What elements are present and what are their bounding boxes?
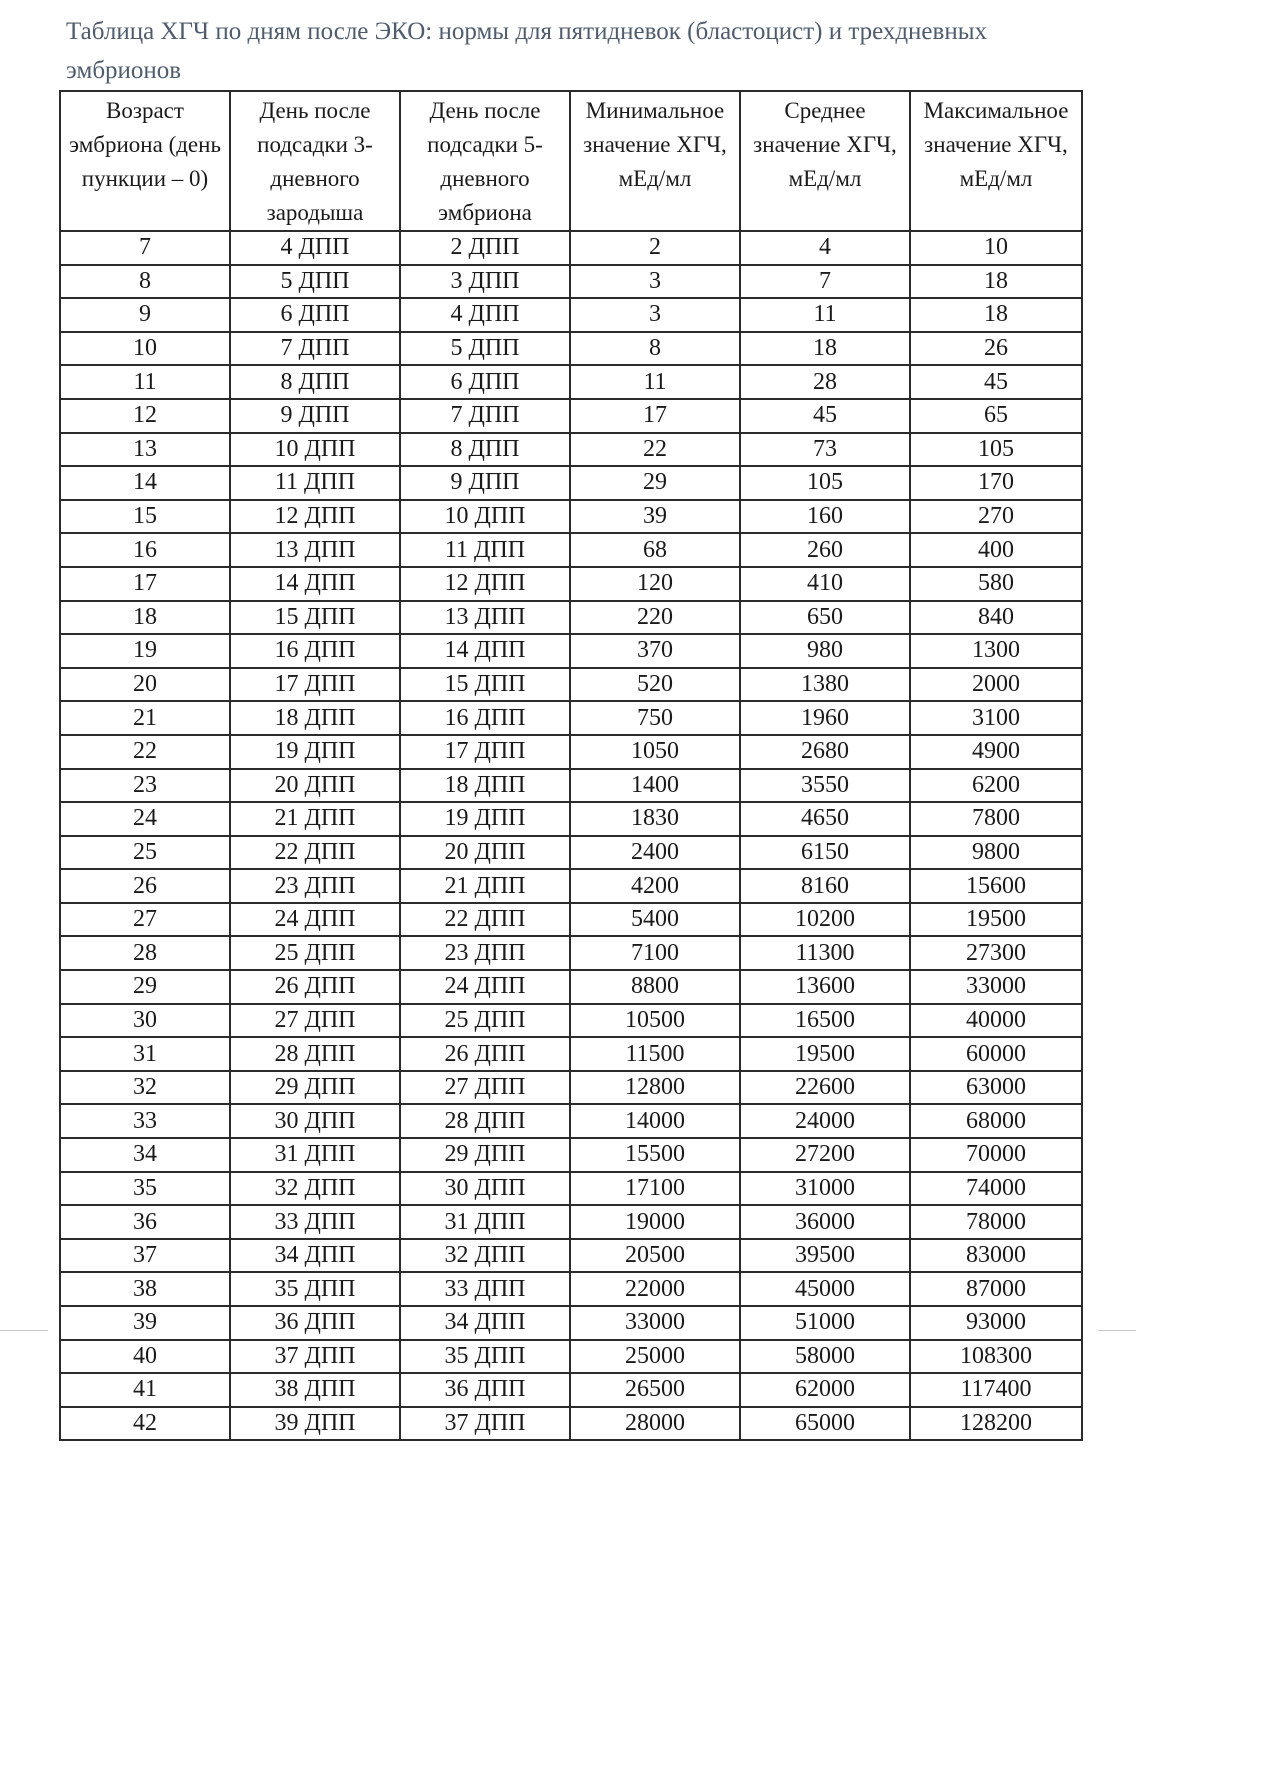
dpt-3day-cell: 9 ДПП [230,399,400,433]
max-hcg-cell: 840 [910,601,1082,635]
max-hcg-cell: 4900 [910,735,1082,769]
table-row [60,500,1082,534]
header-mean-hcg: Среднее значение ХГЧ, мЕд/мл [740,91,910,231]
mean-hcg-cell: 45 [740,399,910,433]
table-row [60,365,1082,399]
dpt-3day-cell: 12 ДПП [230,500,400,534]
embryo-age-cell: 38 [60,1272,230,1306]
dpt-5day-cell: 33 ДПП [400,1272,570,1306]
min-hcg-cell: 22 [570,433,740,467]
document-title: Таблица ХГЧ по дням после ЭКО: нормы для пятидневок (бластоцист) и трехдневных эмбрионов [66,18,988,84]
dpt-5day-cell: 3 ДПП [400,265,570,299]
dpt-3day-cell: 18 ДПП [230,701,400,735]
mean-hcg-cell: 36000 [740,1205,910,1239]
embryo-age-cell: 19 [60,634,230,668]
mean-hcg-cell: 51000 [740,1306,910,1340]
min-hcg-cell: 20500 [570,1239,740,1273]
mean-hcg-cell: 4650 [740,802,910,836]
embryo-age-cell: 10 [60,332,230,366]
embryo-age-cell: 25 [60,836,230,870]
dpt-3day-cell: 37 ДПП [230,1340,400,1374]
dpt-5day-cell: 32 ДПП [400,1239,570,1273]
embryo-age-cell: 9 [60,298,230,332]
dpt-3day-cell: 16 ДПП [230,634,400,668]
embryo-age-cell: 11 [60,365,230,399]
max-hcg-cell: 2000 [910,668,1082,702]
mean-hcg-cell: 27200 [740,1138,910,1172]
embryo-age-cell: 33 [60,1104,230,1138]
embryo-age-cell: 17 [60,567,230,601]
min-hcg-cell: 11500 [570,1037,740,1071]
dpt-5day-cell: 24 ДПП [400,970,570,1004]
embryo-age-cell: 41 [60,1373,230,1407]
mean-hcg-cell: 58000 [740,1340,910,1374]
max-hcg-cell: 74000 [910,1172,1082,1206]
min-hcg-cell: 750 [570,701,740,735]
table-row [60,936,1082,970]
embryo-age-cell: 13 [60,433,230,467]
min-hcg-cell: 12800 [570,1071,740,1105]
table-row [60,1037,1082,1071]
min-hcg-cell: 28000 [570,1407,740,1441]
min-hcg-cell: 10500 [570,1004,740,1038]
embryo-age-cell: 22 [60,735,230,769]
dpt-5day-cell: 5 ДПП [400,332,570,366]
embryo-age-cell: 37 [60,1239,230,1273]
max-hcg-cell: 15600 [910,869,1082,903]
table-row [60,1205,1082,1239]
embryo-age-cell: 15 [60,500,230,534]
embryo-age-cell: 29 [60,970,230,1004]
embryo-age-cell: 16 [60,533,230,567]
header-embryo-age: Возраст эмбриона (день пункции – 0) [60,91,230,231]
mean-hcg-cell: 7 [740,265,910,299]
mean-hcg-cell: 410 [740,567,910,601]
table-row [60,1071,1082,1105]
min-hcg-cell: 15500 [570,1138,740,1172]
max-hcg-cell: 83000 [910,1239,1082,1273]
max-hcg-cell: 33000 [910,970,1082,1004]
dpt-3day-cell: 34 ДПП [230,1239,400,1273]
dpt-5day-cell: 15 ДПП [400,668,570,702]
mean-hcg-cell: 1960 [740,701,910,735]
min-hcg-cell: 1830 [570,802,740,836]
dpt-3day-cell: 14 ДПП [230,567,400,601]
mean-hcg-cell: 31000 [740,1172,910,1206]
table-row [60,1239,1082,1273]
table-row [60,1272,1082,1306]
max-hcg-cell: 10 [910,231,1082,265]
embryo-age-cell: 40 [60,1340,230,1374]
dpt-3day-cell: 27 ДПП [230,1004,400,1038]
table-row [60,1138,1082,1172]
max-hcg-cell: 117400 [910,1373,1082,1407]
max-hcg-cell: 9800 [910,836,1082,870]
mean-hcg-cell: 8160 [740,869,910,903]
dpt-3day-cell: 30 ДПП [230,1104,400,1138]
min-hcg-cell: 39 [570,500,740,534]
mean-hcg-cell: 11 [740,298,910,332]
mean-hcg-cell: 105 [740,466,910,500]
table-row [60,802,1082,836]
mean-hcg-cell: 16500 [740,1004,910,1038]
dpt-3day-cell: 24 ДПП [230,903,400,937]
dpt-5day-cell: 9 ДПП [400,466,570,500]
mean-hcg-cell: 22600 [740,1071,910,1105]
dpt-3day-cell: 32 ДПП [230,1172,400,1206]
embryo-age-cell: 8 [60,265,230,299]
max-hcg-cell: 270 [910,500,1082,534]
max-hcg-cell: 68000 [910,1104,1082,1138]
min-hcg-cell: 520 [570,668,740,702]
embryo-age-cell: 28 [60,936,230,970]
dpt-3day-cell: 26 ДПП [230,970,400,1004]
table-row [60,567,1082,601]
dpt-3day-cell: 5 ДПП [230,265,400,299]
dpt-3day-cell: 29 ДПП [230,1071,400,1105]
table-row [60,1172,1082,1206]
mean-hcg-cell: 18 [740,332,910,366]
dpt-3day-cell: 23 ДПП [230,869,400,903]
mean-hcg-cell: 650 [740,601,910,635]
mean-hcg-cell: 11300 [740,936,910,970]
dpt-5day-cell: 8 ДПП [400,433,570,467]
table-row [60,231,1082,265]
mean-hcg-cell: 65000 [740,1407,910,1441]
divider-right [1098,1330,1136,1331]
mean-hcg-cell: 24000 [740,1104,910,1138]
table-row [60,1407,1082,1441]
mean-hcg-cell: 10200 [740,903,910,937]
divider-left [0,1330,48,1331]
mean-hcg-cell: 4 [740,231,910,265]
dpt-3day-cell: 11 ДПП [230,466,400,500]
dpt-5day-cell: 35 ДПП [400,1340,570,1374]
dpt-5day-cell: 23 ДПП [400,936,570,970]
min-hcg-cell: 8800 [570,970,740,1004]
max-hcg-cell: 93000 [910,1306,1082,1340]
dpt-3day-cell: 39 ДПП [230,1407,400,1441]
max-hcg-cell: 26 [910,332,1082,366]
max-hcg-cell: 128200 [910,1407,1082,1441]
embryo-age-cell: 26 [60,869,230,903]
min-hcg-cell: 1050 [570,735,740,769]
embryo-age-cell: 7 [60,231,230,265]
dpt-5day-cell: 10 ДПП [400,500,570,534]
min-hcg-cell: 2 [570,231,740,265]
mean-hcg-cell: 39500 [740,1239,910,1273]
max-hcg-cell: 70000 [910,1138,1082,1172]
table-row [60,769,1082,803]
table-row [60,533,1082,567]
table-row [60,1373,1082,1407]
max-hcg-cell: 87000 [910,1272,1082,1306]
min-hcg-cell: 22000 [570,1272,740,1306]
dpt-5day-cell: 2 ДПП [400,231,570,265]
embryo-age-cell: 18 [60,601,230,635]
min-hcg-cell: 5400 [570,903,740,937]
embryo-age-cell: 32 [60,1071,230,1105]
min-hcg-cell: 11 [570,365,740,399]
min-hcg-cell: 3 [570,298,740,332]
max-hcg-cell: 45 [910,365,1082,399]
min-hcg-cell: 4200 [570,869,740,903]
dpt-3day-cell: 6 ДПП [230,298,400,332]
embryo-age-cell: 34 [60,1138,230,1172]
min-hcg-cell: 26500 [570,1373,740,1407]
min-hcg-cell: 29 [570,466,740,500]
max-hcg-cell: 3100 [910,701,1082,735]
dpt-5day-cell: 22 ДПП [400,903,570,937]
max-hcg-cell: 108300 [910,1340,1082,1374]
dpt-5day-cell: 31 ДПП [400,1205,570,1239]
table-row [60,433,1082,467]
header-day-after-5day-transfer: День после подсадки 5-дневного эмбриона [400,91,570,231]
mean-hcg-cell: 260 [740,533,910,567]
min-hcg-cell: 17100 [570,1172,740,1206]
dpt-3day-cell: 15 ДПП [230,601,400,635]
dpt-3day-cell: 17 ДПП [230,668,400,702]
dpt-3day-cell: 10 ДПП [230,433,400,467]
dpt-5day-cell: 28 ДПП [400,1104,570,1138]
min-hcg-cell: 370 [570,634,740,668]
max-hcg-cell: 27300 [910,936,1082,970]
min-hcg-cell: 14000 [570,1104,740,1138]
dpt-3day-cell: 33 ДПП [230,1205,400,1239]
mean-hcg-cell: 62000 [740,1373,910,1407]
min-hcg-cell: 7100 [570,936,740,970]
dpt-5day-cell: 20 ДПП [400,836,570,870]
max-hcg-cell: 19500 [910,903,1082,937]
dpt-3day-cell: 25 ДПП [230,936,400,970]
dpt-5day-cell: 21 ДПП [400,869,570,903]
max-hcg-cell: 60000 [910,1037,1082,1071]
header-max-hcg: Максимальное значение ХГЧ, мЕд/мл [910,91,1082,231]
table-row [60,1104,1082,1138]
embryo-age-cell: 24 [60,802,230,836]
mean-hcg-cell: 28 [740,365,910,399]
min-hcg-cell: 1400 [570,769,740,803]
min-hcg-cell: 25000 [570,1340,740,1374]
embryo-age-cell: 27 [60,903,230,937]
dpt-3day-cell: 38 ДПП [230,1373,400,1407]
max-hcg-cell: 580 [910,567,1082,601]
table-row [60,265,1082,299]
table-row [60,1340,1082,1374]
dpt-5day-cell: 26 ДПП [400,1037,570,1071]
max-hcg-cell: 1300 [910,634,1082,668]
embryo-age-cell: 30 [60,1004,230,1038]
min-hcg-cell: 33000 [570,1306,740,1340]
table-row [60,1306,1082,1340]
min-hcg-cell: 220 [570,601,740,635]
table-row [60,332,1082,366]
mean-hcg-cell: 6150 [740,836,910,870]
max-hcg-cell: 65 [910,399,1082,433]
embryo-age-cell: 31 [60,1037,230,1071]
min-hcg-cell: 2400 [570,836,740,870]
dpt-3day-cell: 4 ДПП [230,231,400,265]
embryo-age-cell: 42 [60,1407,230,1441]
dpt-5day-cell: 12 ДПП [400,567,570,601]
dpt-3day-cell: 31 ДПП [230,1138,400,1172]
min-hcg-cell: 120 [570,567,740,601]
table-row [60,668,1082,702]
table-row [60,869,1082,903]
dpt-5day-cell: 34 ДПП [400,1306,570,1340]
dpt-5day-cell: 30 ДПП [400,1172,570,1206]
dpt-3day-cell: 13 ДПП [230,533,400,567]
table-row [60,634,1082,668]
dpt-5day-cell: 7 ДПП [400,399,570,433]
embryo-age-cell: 39 [60,1306,230,1340]
dpt-5day-cell: 6 ДПП [400,365,570,399]
min-hcg-cell: 17 [570,399,740,433]
embryo-age-cell: 20 [60,668,230,702]
table-row [60,1004,1082,1038]
dpt-5day-cell: 17 ДПП [400,735,570,769]
table-header-row [60,91,1082,231]
dpt-5day-cell: 4 ДПП [400,298,570,332]
mean-hcg-cell: 45000 [740,1272,910,1306]
table-row [60,701,1082,735]
table-row [60,970,1082,1004]
dpt-5day-cell: 27 ДПП [400,1071,570,1105]
mean-hcg-cell: 1380 [740,668,910,702]
mean-hcg-cell: 2680 [740,735,910,769]
dpt-3day-cell: 36 ДПП [230,1306,400,1340]
header-day-after-3day-transfer: День после подсадки 3-дневного зародыша [230,91,400,231]
dpt-3day-cell: 21 ДПП [230,802,400,836]
table-row [60,399,1082,433]
dpt-5day-cell: 19 ДПП [400,802,570,836]
mean-hcg-cell: 73 [740,433,910,467]
dpt-3day-cell: 28 ДПП [230,1037,400,1071]
mean-hcg-cell: 160 [740,500,910,534]
table-body [60,231,1082,1440]
dpt-5day-cell: 16 ДПП [400,701,570,735]
max-hcg-cell: 105 [910,433,1082,467]
dpt-5day-cell: 13 ДПП [400,601,570,635]
min-hcg-cell: 19000 [570,1205,740,1239]
max-hcg-cell: 40000 [910,1004,1082,1038]
table-row [60,836,1082,870]
embryo-age-cell: 12 [60,399,230,433]
dpt-5day-cell: 37 ДПП [400,1407,570,1441]
dpt-3day-cell: 7 ДПП [230,332,400,366]
embryo-age-cell: 21 [60,701,230,735]
mean-hcg-cell: 19500 [740,1037,910,1071]
max-hcg-cell: 18 [910,265,1082,299]
max-hcg-cell: 400 [910,533,1082,567]
max-hcg-cell: 78000 [910,1205,1082,1239]
dpt-5day-cell: 25 ДПП [400,1004,570,1038]
min-hcg-cell: 68 [570,533,740,567]
dpt-5day-cell: 11 ДПП [400,533,570,567]
dpt-5day-cell: 14 ДПП [400,634,570,668]
dpt-3day-cell: 20 ДПП [230,769,400,803]
table-row [60,601,1082,635]
dpt-5day-cell: 36 ДПП [400,1373,570,1407]
embryo-age-cell: 14 [60,466,230,500]
dpt-3day-cell: 22 ДПП [230,836,400,870]
dpt-3day-cell: 8 ДПП [230,365,400,399]
dpt-5day-cell: 18 ДПП [400,769,570,803]
max-hcg-cell: 63000 [910,1071,1082,1105]
dpt-5day-cell: 29 ДПП [400,1138,570,1172]
embryo-age-cell: 35 [60,1172,230,1206]
max-hcg-cell: 6200 [910,769,1082,803]
min-hcg-cell: 8 [570,332,740,366]
mean-hcg-cell: 3550 [740,769,910,803]
embryo-age-cell: 23 [60,769,230,803]
max-hcg-cell: 7800 [910,802,1082,836]
max-hcg-cell: 170 [910,466,1082,500]
table-row [60,466,1082,500]
hcg-norms-table [59,90,1083,1441]
table-row [60,298,1082,332]
mean-hcg-cell: 13600 [740,970,910,1004]
table-row [60,903,1082,937]
max-hcg-cell: 18 [910,298,1082,332]
header-min-hcg: Минимальное значение ХГЧ, мЕд/мл [570,91,740,231]
mean-hcg-cell: 980 [740,634,910,668]
embryo-age-cell: 36 [60,1205,230,1239]
table-row [60,735,1082,769]
dpt-3day-cell: 35 ДПП [230,1272,400,1306]
min-hcg-cell: 3 [570,265,740,299]
dpt-3day-cell: 19 ДПП [230,735,400,769]
